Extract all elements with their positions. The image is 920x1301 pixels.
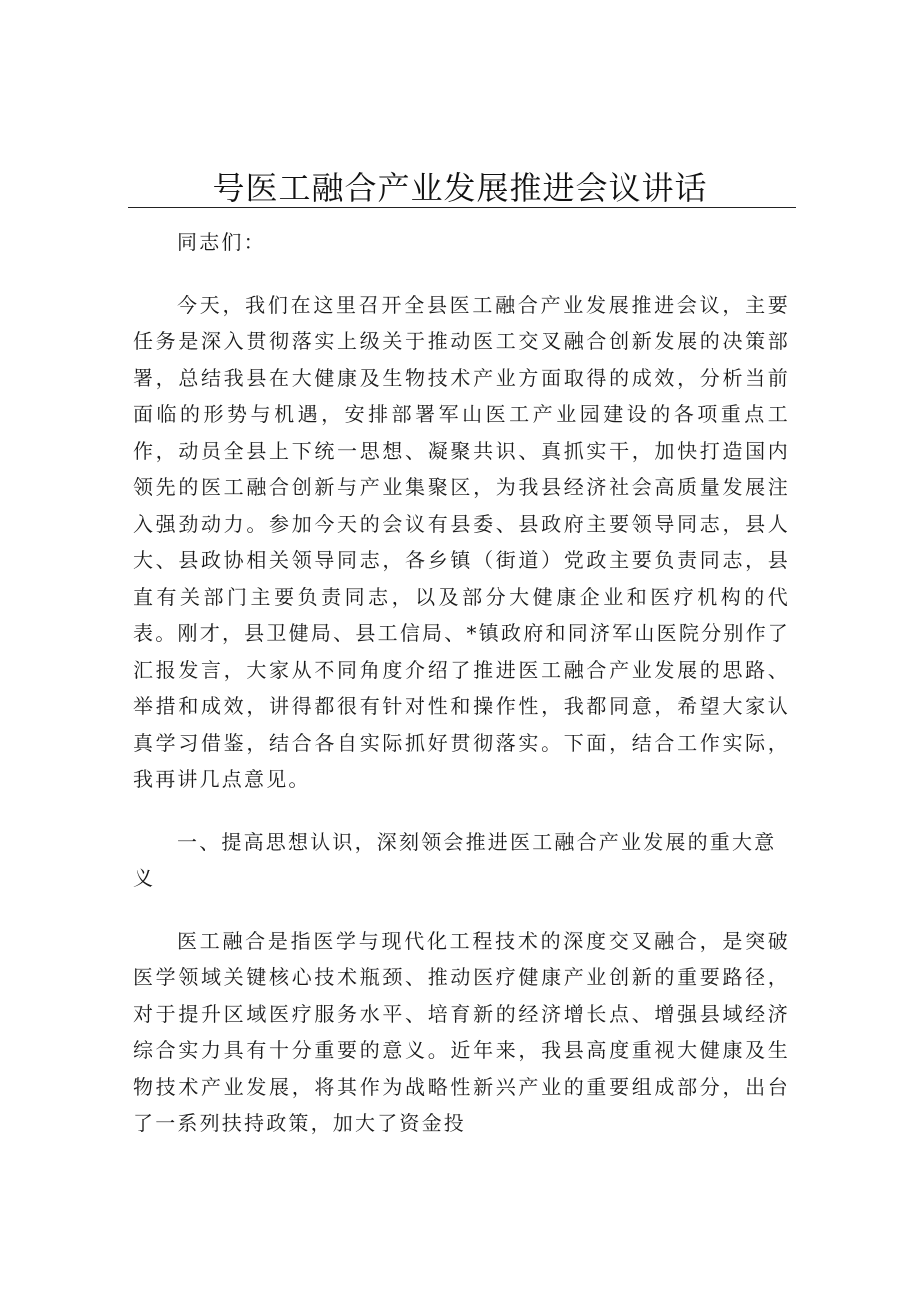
document-title: 号医工融合产业发展推进会议讲话: [212, 169, 708, 207]
document-body: [133, 224, 790, 1168]
section-paragraph: 医工融合是指医学与现代化工程技术的深度交叉融合，是突破医学领域关键核心技术瓶颈、推动医疗健康产业创新的重要路径，对于提升区域医疗服务水平、培育新的经济增长点、增强县域经济综合实力具有十分重要的意义。近年来，我县高度重视大健康及生物技术产业发展，将其作为战略性新兴产业的重要组成部分，出台了一系列扶持政策，加大了资金投: [133, 928, 790, 1135]
section-heading: 一、提高思想认识，深刻领会推进医工融合产业发展的重大意义: [133, 829, 777, 890]
salutation: 同志们：: [177, 230, 266, 254]
opening-paragraph: 今天，我们在这里召开全县医工融合产业发展推进会议，主要任务是深入贯彻落实上级关于推动医工交叉融合创新发展的决策部署，总结我县在大健康及生物技术产业方面取得的成效，分析当前面临的形势与机遇，安排部署军山医工产业园建设的各项重点工作，动员全县上下统一思想、凝聚共识、真抓实干，加快打造国内领先的医工融合创新与产业集聚区，为我县经济社会高质量发展注入强劲动力。参加今天的会议有县委、县政府主要领导同志，县人大、县政协相关领导同志，各乡镇（街道）党政主要负责同志，县直有关部门主要负责同志，以及部分大健康企业和医疗机构的代表。刚才，县卫健局、县工信局、*镇政府和同济军山医院分别作了汇报发言，大家从不同角度介绍了推进医工融合产业发展的思路、举措和成效，讲得都很有针对性和操作性，我都同意，希望大家认真学习借鉴，结合各自实际抓好贯彻落实。下面，结合工作实际，我再讲几点意见。: [133, 292, 790, 791]
title-underline: [128, 207, 796, 208]
